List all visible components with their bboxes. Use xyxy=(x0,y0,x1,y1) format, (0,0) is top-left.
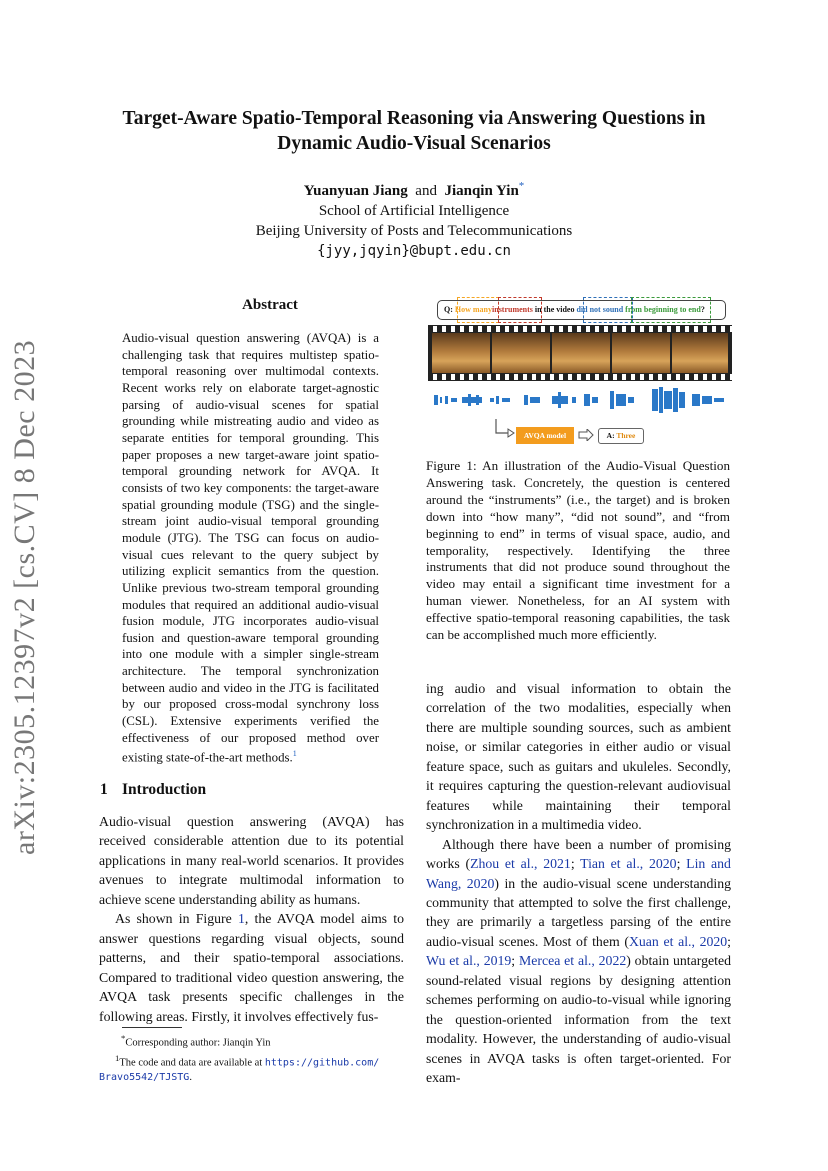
abstract-heading: Abstract xyxy=(242,297,298,313)
title-line-1: Target-Aware Spatio-Temporal Reasoning via Answering Questions in xyxy=(122,108,706,129)
intro-right-column xyxy=(426,679,731,1088)
footnotes xyxy=(99,1031,409,1085)
email: {jyy,jqyin}@bupt.edu.cn xyxy=(317,243,511,259)
arrow-to-answer-icon xyxy=(578,429,594,441)
q-beginning-to-end: from beginning to end xyxy=(623,305,701,314)
video-frame xyxy=(552,333,610,373)
footnote-corr-text: Corresponding author: Jianqin Yin xyxy=(125,1037,271,1049)
citation-link[interactable]: Tian et al., 2020 xyxy=(580,856,677,872)
citation-link[interactable]: Wu et al., 2019 xyxy=(426,953,512,969)
q-in-the-video: in the video xyxy=(532,305,577,314)
citation-link[interactable]: Zhou et al., 2021 xyxy=(470,856,571,872)
footnote-rule xyxy=(122,1027,182,1028)
footnote-1-mark: 1 xyxy=(115,1052,120,1063)
answer-prefix: A: xyxy=(606,431,617,440)
footnote-code xyxy=(99,1051,409,1071)
video-frame xyxy=(492,333,550,373)
col2-p2-text-b: ) in the audio-visual scene understanding community that attempted to solve the first challenge, they are primarily a targetless parsing of the entire audio-visual scenes. Most of them ( xyxy=(426,875,731,949)
video-filmstrip xyxy=(428,325,732,381)
cite-sep: ; xyxy=(727,933,732,949)
footnote-ref-1[interactable]: 1 xyxy=(292,749,297,759)
intro-left-column xyxy=(99,812,404,1026)
corresponding-mark[interactable]: * xyxy=(518,180,525,192)
seg-how-many-box xyxy=(454,297,499,323)
author-and: and xyxy=(415,183,437,199)
section-heading-introduction xyxy=(100,781,206,799)
caption-label: Figure 1: xyxy=(426,458,483,473)
q-did-not-sound: did not sound xyxy=(576,305,624,314)
citation-link[interactable]: Xuan et al., 2020 xyxy=(628,933,728,949)
intro-p2-text-cont: , the AVQA model aims to answer questions regarding visual objects, sound patterns, and their spatio-temporal associations. Compared to traditional video question answering, the AVQA task presents specific challenges in the following areas. Firstly, it involves effectively fus- xyxy=(99,911,404,1024)
paper-title xyxy=(80,106,748,156)
film-perforation-top xyxy=(428,326,732,332)
intro-paragraph-1: Audio-visual question answering (AVQA) has received considerable attention due to its potential applications in many real-world scenarios. It provides avenues to integrate multimodal information to achieve scene understanding ability as humans. xyxy=(99,814,404,907)
section-number: 1 xyxy=(100,781,108,798)
video-frame xyxy=(432,333,490,373)
seg-did-not-sound-box xyxy=(583,297,633,323)
figure-1-caption xyxy=(426,458,730,644)
section-title: Introduction xyxy=(122,781,207,798)
arxiv-stamp: arXiv:2305.12397v2 [cs.CV] 8 Dec 2023 xyxy=(8,339,41,855)
answer-box xyxy=(598,428,644,444)
author-2: Jianqin Yin xyxy=(444,183,519,199)
seg-beginning-box xyxy=(631,297,711,323)
author-1: Yuanyuan Jiang xyxy=(303,183,408,199)
footnote-period: . xyxy=(189,1072,192,1083)
intro-paragraph-2 xyxy=(99,909,404,1026)
seg-instruments-box xyxy=(498,297,542,323)
flow-arrow xyxy=(494,419,518,441)
footnote-corresponding xyxy=(99,1031,409,1051)
abstract-text: Audio-visual question answering (AVQA) is a challenging task that requires multistep spatio-temporal reasoning over multimodal contexts. Recent works rely on elaborate target-agnostic parsing of audio-visual scenes for spatial grounding while mistreating audio and video as separate entities for temporal grounding. This paper proposes a new target-aware joint spatio-temporal grounding network for AVQA. It consists of two key components: the target-aware spatial grounding module (TSG) and the single-stream joint audio-visual temporal grounding module (JTG). The TSG can focus on audio-visual cues relevant to the query subject by utilizing explicit semantics from the question. Unlike previous two-stream temporal grounding modules that required an additional audio-visual fusion module, JTG incorporates audio-visual fusion and question-aware temporal grounding into one module with a simpler single-stream architecture. The temporal synchronization between audio and video in the JTG is facilitated by our proposed cross-modal synchrony loss (CSL). Extensive experiments verified the effectiveness of our proposed method over existing state-of-the-art methods. xyxy=(122,331,379,765)
author-block xyxy=(80,176,748,261)
citation-link[interactable]: Mercea et al., 2022 xyxy=(518,953,627,969)
intro-p2-text: As shown in Figure xyxy=(115,911,238,927)
cite-sep: ; xyxy=(570,856,581,872)
audio-waveform xyxy=(432,385,728,415)
abstract-body xyxy=(122,330,379,766)
footnote-star: * xyxy=(121,1033,126,1043)
footnote-code-text: The code and data are available at xyxy=(119,1057,265,1068)
code-url-part2[interactable]: Bravo5542/TJSTG xyxy=(99,1072,190,1083)
q-instruments: instruments xyxy=(492,305,533,314)
cite-sep: ; xyxy=(676,856,687,872)
col2-p2-text-c: ) obtain untargeted sound-related visual regions by designing attention schemes performing on audio-to-visual while ignoring the question-oriented information from the text modality. However, the understanding of audio-visual scenes in AVQA tasks is often target-oriented. For exam- xyxy=(426,953,731,1086)
q-how-many: How many xyxy=(454,305,493,314)
col2-p2-text-a: Although there have been a number of promising works ( xyxy=(426,836,731,872)
film-perforation-bottom xyxy=(428,374,732,380)
question-box xyxy=(437,300,726,320)
footnote-code-cont xyxy=(99,1070,409,1085)
video-frame xyxy=(672,333,728,373)
figure-1-link[interactable]: 1 xyxy=(237,911,245,927)
intro-col2-paragraph-1: ing audio and visual information to obtain the correlation of the two modalities, especially when there are multiple sounding sources, such as ambient noise, or similar categories in either audio or visual feature space, such as guitars and ukuleles. Secondly, it requires capturing the question-relevant audiovisual features while maintaining their temporal synchronization in a multimedia video. xyxy=(426,681,731,833)
code-url-part1[interactable]: https://github.com/ xyxy=(264,1057,380,1068)
citation-link[interactable]: Lin and Wang, 2020 xyxy=(426,856,731,891)
question-prefix: Q: xyxy=(444,305,455,314)
affiliation-1: School of Artificial Intelligence xyxy=(318,203,510,219)
avqa-model-block: AVQA model xyxy=(516,427,574,444)
q-suffix: ? xyxy=(700,305,705,314)
answer-value: Three xyxy=(616,431,636,440)
author-line xyxy=(80,176,748,201)
title-line-2: Dynamic Audio-Visual Scenarios xyxy=(277,133,551,154)
video-frame xyxy=(612,333,670,373)
caption-text: An illustration of the Audio-Visual Question Answering task. Concretely, the question is centered around the “instruments” (i.e., the target) and is broken down into “how many”, “did not sound”, and “from beginning to end” in terms of visual space, audio, and temporality, respectively. Identifying the three instruments that did not produce sound throughout the video may entail a significant time investment for a human viewer. Nonetheless, for an AI system with effective spatio-temporal reasoning capabilities, the task can be accomplished much more efficiently. xyxy=(426,458,730,643)
affiliation-2: Beijing University of Posts and Telecommunications xyxy=(255,223,573,239)
intro-col2-paragraph-2 xyxy=(426,835,731,1088)
cite-sep: ; xyxy=(511,953,519,969)
